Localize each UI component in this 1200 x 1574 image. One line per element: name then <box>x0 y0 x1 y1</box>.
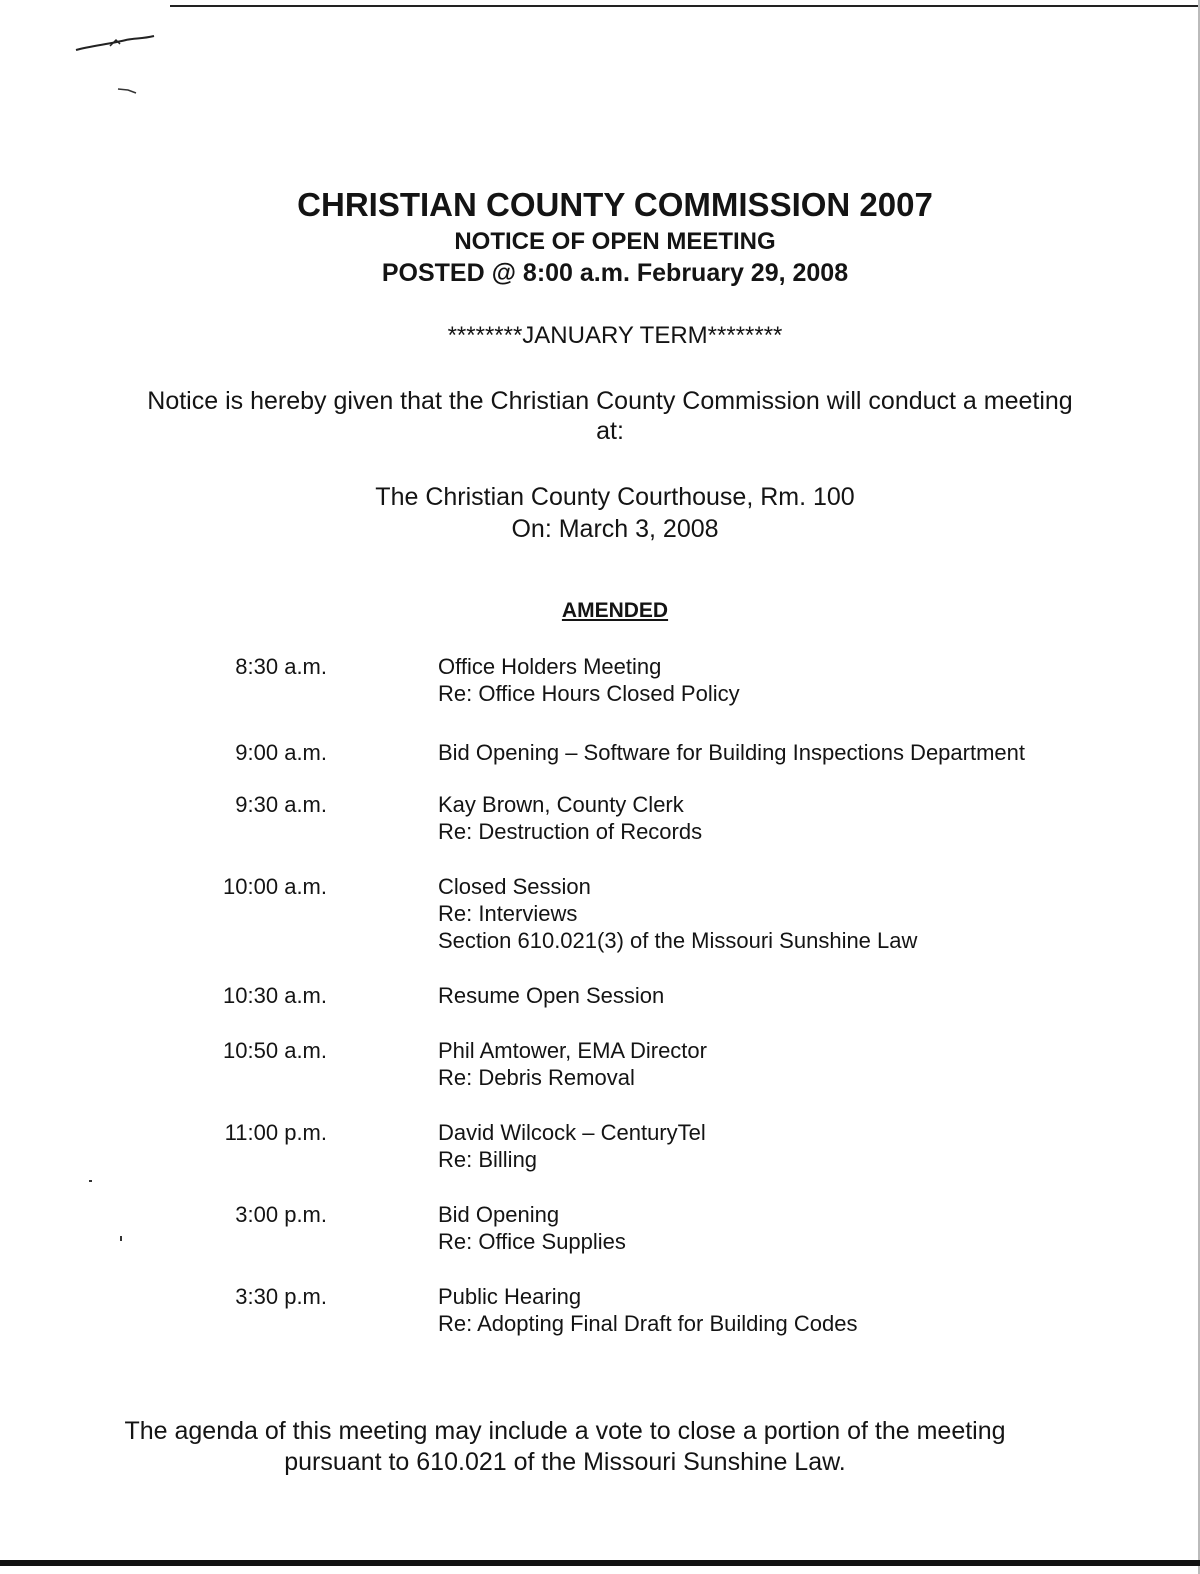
agenda-line: Bid Opening <box>438 1202 560 1227</box>
agenda-description <box>438 1283 857 1337</box>
agenda-description <box>438 1119 706 1173</box>
amended-label: AMENDED <box>561 599 669 622</box>
location-place: The Christian County Courthouse, Rm. 100 <box>375 483 855 511</box>
term-label: ********JANUARY TERM******** <box>447 322 783 349</box>
agenda-line: David Wilcock – CenturyTel <box>438 1120 706 1145</box>
agenda-description <box>438 791 702 845</box>
location-date: On: March 3, 2008 <box>511 515 719 543</box>
agenda-line: Re: Billing <box>438 1147 538 1172</box>
closing-notice <box>60 1416 1070 1478</box>
agenda-line: Re: Office Supplies <box>438 1229 626 1254</box>
agenda-line: Phil Amtower, EMA Director <box>438 1038 707 1063</box>
agenda-time: 9:00 a.m. <box>235 740 327 765</box>
agenda-line: Public Hearing <box>438 1284 582 1309</box>
closing-notice-line: pursuant to 610.021 of the Missouri Sunshine Law. <box>284 1448 846 1476</box>
agenda-line: Office Holders Meeting <box>438 654 662 679</box>
agenda-description <box>438 1037 707 1091</box>
posted-line: POSTED @ 8:00 a.m. February 29, 2008 <box>381 259 849 287</box>
agenda-line: Section 610.021(3) of the Missouri Sunshine Law <box>438 928 918 953</box>
closing-notice-line: The agenda of this meeting may include a vote to close a portion of the meeting <box>124 1417 1006 1445</box>
agenda-time: 3:30 p.m. <box>235 1284 327 1309</box>
agenda-line: Kay Brown, County Clerk <box>438 792 684 817</box>
agenda-time: 10:30 a.m. <box>223 983 327 1008</box>
meeting-location <box>0 481 1200 545</box>
agenda-line: Re: Interviews <box>438 901 578 926</box>
agenda-description <box>438 873 917 954</box>
agenda-line: Re: Office Hours Closed Policy <box>438 681 740 706</box>
scan-speck <box>120 1236 122 1241</box>
agenda-line: Re: Adopting Final Draft for Building Codes <box>438 1311 858 1336</box>
agenda-time: 11:00 p.m. <box>224 1120 327 1145</box>
agenda-time: 9:30 a.m. <box>235 792 327 817</box>
agenda-description <box>438 653 740 707</box>
agenda-line: Re: Destruction of Records <box>438 819 703 844</box>
agenda-description <box>438 1201 626 1255</box>
document-title: CHRISTIAN COUNTY COMMISSION 2007 <box>297 186 933 223</box>
agenda-time: 8:30 a.m. <box>235 654 327 679</box>
agenda-line: Resume Open Session <box>438 983 665 1008</box>
scan-edge-bottom <box>0 1560 1200 1566</box>
scan-speck <box>89 1180 92 1182</box>
agenda-description <box>438 739 1025 766</box>
agenda-description <box>438 982 664 1009</box>
agenda-time: 3:00 p.m. <box>235 1202 327 1227</box>
notice-text: Notice is hereby given that the Christian County Commission will conduct a meeting at: <box>147 387 1073 445</box>
agenda-time: 10:00 a.m. <box>223 874 327 899</box>
agenda-time: 10:50 a.m. <box>223 1038 327 1063</box>
scan-edge-top <box>170 5 1200 7</box>
notice-heading: NOTICE OF OPEN MEETING <box>454 228 776 255</box>
agenda-line: Re: Debris Removal <box>438 1065 635 1090</box>
agenda-line: Closed Session <box>438 874 591 899</box>
scan-mark <box>70 28 160 98</box>
agenda-line: Bid Opening – Software for Building Inspections Department <box>438 740 1025 765</box>
